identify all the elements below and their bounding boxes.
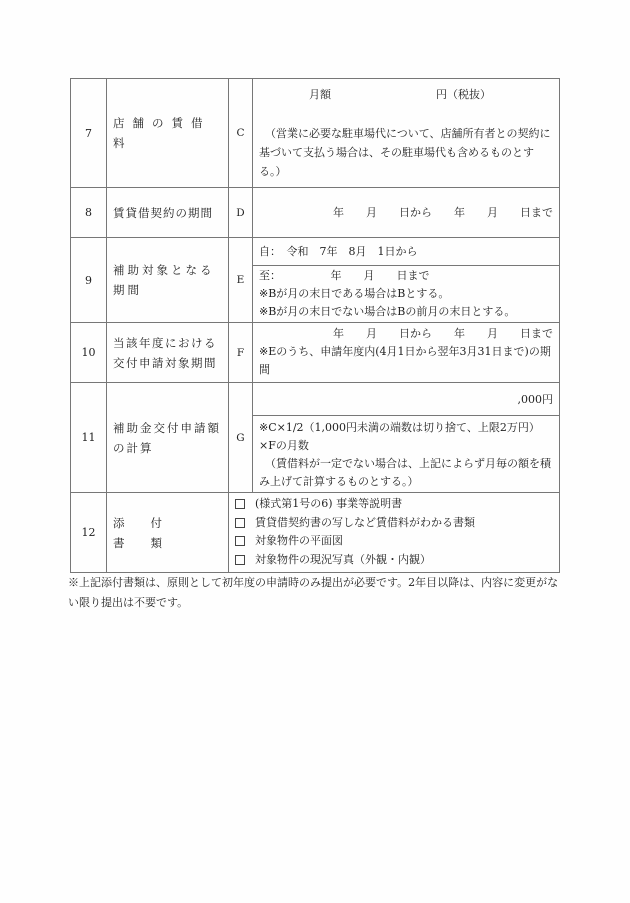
checkbox-icon[interactable] [235, 518, 245, 528]
grant-variable-note: （賃借料が一定でない場合は、上記によらず月毎の額を積み上げて計算するものとする。） [259, 457, 551, 488]
monthly-amount-line [259, 85, 553, 104]
row-letter: E [229, 238, 253, 322]
row-number: 8 [71, 188, 107, 237]
period-from: 自： 令和 7年 8月 1日から [253, 238, 559, 266]
parking-note: （営業に必要な駐車場代について、店舗所有者との契約に基づいて支払う場合は、その駐車場代も含めるものとする。） [259, 127, 551, 178]
row-letter: G [229, 383, 253, 492]
fiscal-period: 年 月 日から 年 月 日まで [333, 327, 553, 340]
table-row-11 [71, 383, 559, 493]
row-letter: F [229, 323, 253, 382]
row-label: 店舗の賃借料 [107, 79, 229, 187]
fiscal-period-note: ※Eのうち、申請年度内(4月1日から翌年3月31日まで)の期間 [259, 345, 551, 376]
row-label: 当該年度における交付申請対象期間 [107, 323, 229, 382]
period-to: 至： 年 月 日まで ※Bが月の末日である場合はBとする。 ※Bが月の末日でない場合はBの前月の末日とする。 [253, 267, 559, 321]
row-letter: D [229, 188, 253, 237]
row-content [253, 79, 559, 187]
row-letter: C [229, 79, 253, 187]
note-end-of-month: ※Bが月の末日である場合はBとする。 [259, 287, 450, 300]
checkbox-icon[interactable] [235, 555, 245, 565]
table-row-8 [71, 188, 559, 238]
table-row-12 [71, 493, 559, 572]
attachment-item: (様式第1号の6) 事業等説明書 [235, 495, 553, 514]
table-row-7 [71, 79, 559, 188]
attachment-item: 対象物件の現況写真（外観・内観） [235, 551, 553, 570]
row-number: 11 [71, 383, 107, 492]
row-label: 補助金交付申請額の計算 [107, 383, 229, 492]
row-number: 12 [71, 493, 107, 572]
row-content [253, 238, 559, 322]
grant-formula: ※C×1/2（1,000円未満の端数は切り捨て、上限2万円）×Fの月数 （賃借料が一定でない場合は、上記によらず月毎の額を積み上げて計算するものとする。） [253, 419, 559, 491]
yen-tax-label: 円（税抜） [436, 88, 491, 101]
contract-period: 年 月 日から 年 月 日まで [333, 206, 553, 219]
note-not-end-of-month: ※Bが月の末日でない場合はBの前月の末日とする。 [259, 305, 516, 318]
row-label: 賃貸借契約の期間 [107, 188, 229, 237]
row-number: 10 [71, 323, 107, 382]
attachments-list [229, 493, 559, 572]
monthly-label: 月額 [309, 88, 331, 101]
application-table [70, 78, 560, 573]
checkbox-icon[interactable] [235, 536, 245, 546]
row-content [253, 188, 559, 237]
row-label: 補助対象となる期間 [107, 238, 229, 322]
checkbox-icon[interactable] [235, 499, 245, 509]
attachment-item: 賃貸借契約書の写しなど賃借料がわかる書類 [235, 514, 553, 533]
row-number: 9 [71, 238, 107, 322]
attachment-item: 対象物件の平面図 [235, 532, 553, 551]
row-label: 添付書類 [107, 493, 229, 572]
row-content [253, 383, 559, 492]
row-content [253, 323, 559, 382]
row-number: 7 [71, 79, 107, 187]
grant-amount: ,000円 [253, 383, 559, 416]
attachments-footnote: ※上記添付書類は、原則として初年度の申請時のみ提出が必要です。2年目以降は、内容に変更がない限り提出は不要です。 [68, 576, 559, 609]
table-row-9 [71, 238, 559, 323]
table-row-10 [71, 323, 559, 383]
